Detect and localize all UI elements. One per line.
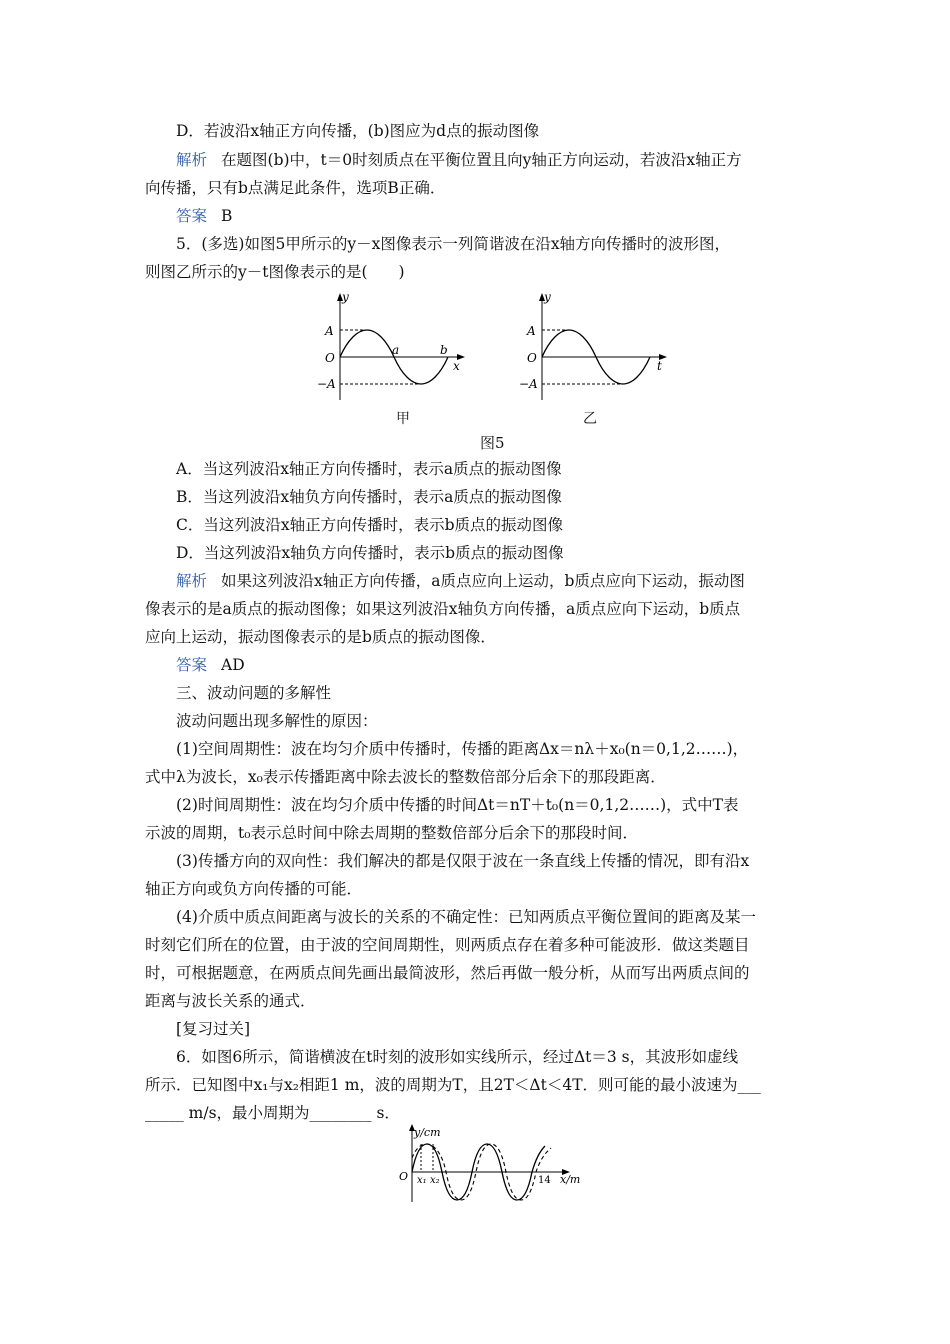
t-label: t: [657, 359, 662, 373]
x-label: x: [453, 359, 460, 373]
answer-label: 答案: [176, 207, 208, 225]
y-label: y: [342, 290, 349, 304]
section3-intro: 波动问题出现多解性的原因：: [176, 712, 378, 730]
analysis-text: 在题图(b)中，t＝0时刻质点在平衡位置且向y轴正方向运动，若波沿x轴正方: [221, 151, 742, 169]
point-a-label: a: [392, 343, 400, 357]
neg-amplitude-label: −A: [519, 377, 538, 391]
y-label: y: [544, 290, 551, 304]
q5-answer: [176, 655, 245, 675]
q5-stem: 5．(多选)如图5甲所示的y－x图像表示一列简谐波在沿x轴方向传播时的波形图，: [176, 235, 731, 253]
figure5-left-graph: [315, 290, 470, 405]
q4-analysis-cont: 向传播，只有b点满足此条件，选项B正确．: [145, 179, 446, 197]
analysis-label: 解析: [176, 572, 208, 590]
q4-answer: [176, 206, 232, 226]
y-label: y/cm: [414, 1126, 441, 1139]
q6-stem: 6．如图6所示，简谐横波在t时刻的波形如实线所示，经过Δt＝3 s，其波形如虚线: [176, 1048, 739, 1066]
origin-label: O: [325, 351, 335, 365]
q5-option-b: B．当这列波沿x轴负方向传播时，表示a质点的振动图像: [176, 488, 562, 506]
section3-heading: 三、波动问题的多解性: [176, 684, 332, 702]
q6-stem-cont-2: _____ m/s，最小周期为________ s．: [145, 1104, 400, 1122]
x1-label: x₁: [417, 1175, 427, 1186]
q5-analysis-cont-2: 应向上运动，振动图像表示的是b质点的振动图像．: [145, 628, 496, 646]
q5-option-d: D．当这列波沿x轴负方向传播时，表示b质点的振动图像: [176, 544, 564, 562]
section3-p1-cont: 式中λ为波长，x₀表示传播距离中除去波长的整数倍部分后余下的那段距离．: [145, 768, 666, 786]
tick-label: 14: [538, 1175, 551, 1186]
section3-p4-cont-3: 距离与波长关系的通式．: [145, 992, 316, 1010]
q5-option-c: C．当这列波沿x轴正方向传播时，表示b质点的振动图像: [176, 516, 564, 534]
section3-p3: (3)传播方向的双向性：我们解决的都是仅限于波在一条直线上传播的情况，即有沿x: [176, 852, 750, 870]
amplitude-label: A: [527, 324, 536, 338]
q4-analysis: [176, 150, 742, 170]
q5-analysis: [176, 571, 745, 591]
figure5-right-caption: 乙: [583, 411, 597, 427]
section3-p4-cont-2: 时，可根据题意，在两质点间先画出最简波形，然后再做一般分析，从而写出两质点间的: [145, 964, 750, 982]
q4-option-d: D．若波沿x轴正方向传播，(b)图应为d点的振动图像: [176, 122, 540, 140]
answer-value: B: [221, 207, 233, 225]
answer-label: 答案: [176, 656, 208, 674]
section3-p3-cont: 轴正方向或负方向传播的可能．: [145, 880, 363, 898]
q5-stem-cont: 则图乙所示的y－t图像表示的是( ): [145, 263, 405, 281]
section3-p1: (1)空间周期性：波在均匀介质中传播时，传播的距离Δx＝nλ＋x₀(n＝0,1,2……)，: [176, 740, 749, 758]
origin-label: O: [399, 1170, 409, 1183]
q6-stem-cont-1: 所示．已知图中x₁与x₂相距1 m，波的周期为T，且2T＜Δt＜4T．则可能的最小波速为___: [145, 1076, 761, 1094]
section3-p4: (4)介质中质点间距离与波长的关系的不确定性：已知两质点平衡位置间的距离及某一: [176, 908, 756, 926]
point-b-label: b: [440, 343, 448, 357]
figure5-right-graph: [517, 290, 672, 405]
answer-value: AD: [221, 656, 245, 674]
analysis-label: 解析: [176, 151, 208, 169]
analysis-text: 如果这列波沿x轴正方向传播，a质点应向上运动，b质点应向下运动，振动图: [221, 572, 745, 590]
x2-label: x₂: [430, 1175, 440, 1186]
review-heading: [复习过关]: [176, 1020, 251, 1038]
q5-analysis-cont-1: 像表示的是a质点的振动图像；如果这列波沿x轴负方向传播，a质点应向下运动，b质点: [145, 600, 741, 618]
neg-amplitude-label: −A: [317, 377, 336, 391]
figure5-left-caption: 甲: [396, 411, 410, 427]
section3-p2-cont: 示波的周期，t₀表示总时间中除去周期的整数倍部分后余下的那段时间．: [145, 824, 638, 842]
q5-option-a: A．当这列波沿x轴正方向传播时，表示a质点的振动图像: [176, 460, 562, 478]
amplitude-label: A: [325, 324, 334, 338]
section3-p2: (2)时间周期性：波在均匀介质中传播的时间Δt＝nT＋t₀(n＝0,1,2……)，式中T表: [176, 796, 739, 814]
x-label: x/m: [560, 1173, 581, 1186]
figure5-caption: 图5: [480, 434, 505, 452]
origin-label: O: [527, 351, 537, 365]
figure6-graph: [395, 1122, 590, 1204]
section3-p4-cont-1: 时刻它们所在的位置，由于波的空间周期性，则两质点存在着多种可能波形．做这类题目: [145, 936, 750, 954]
